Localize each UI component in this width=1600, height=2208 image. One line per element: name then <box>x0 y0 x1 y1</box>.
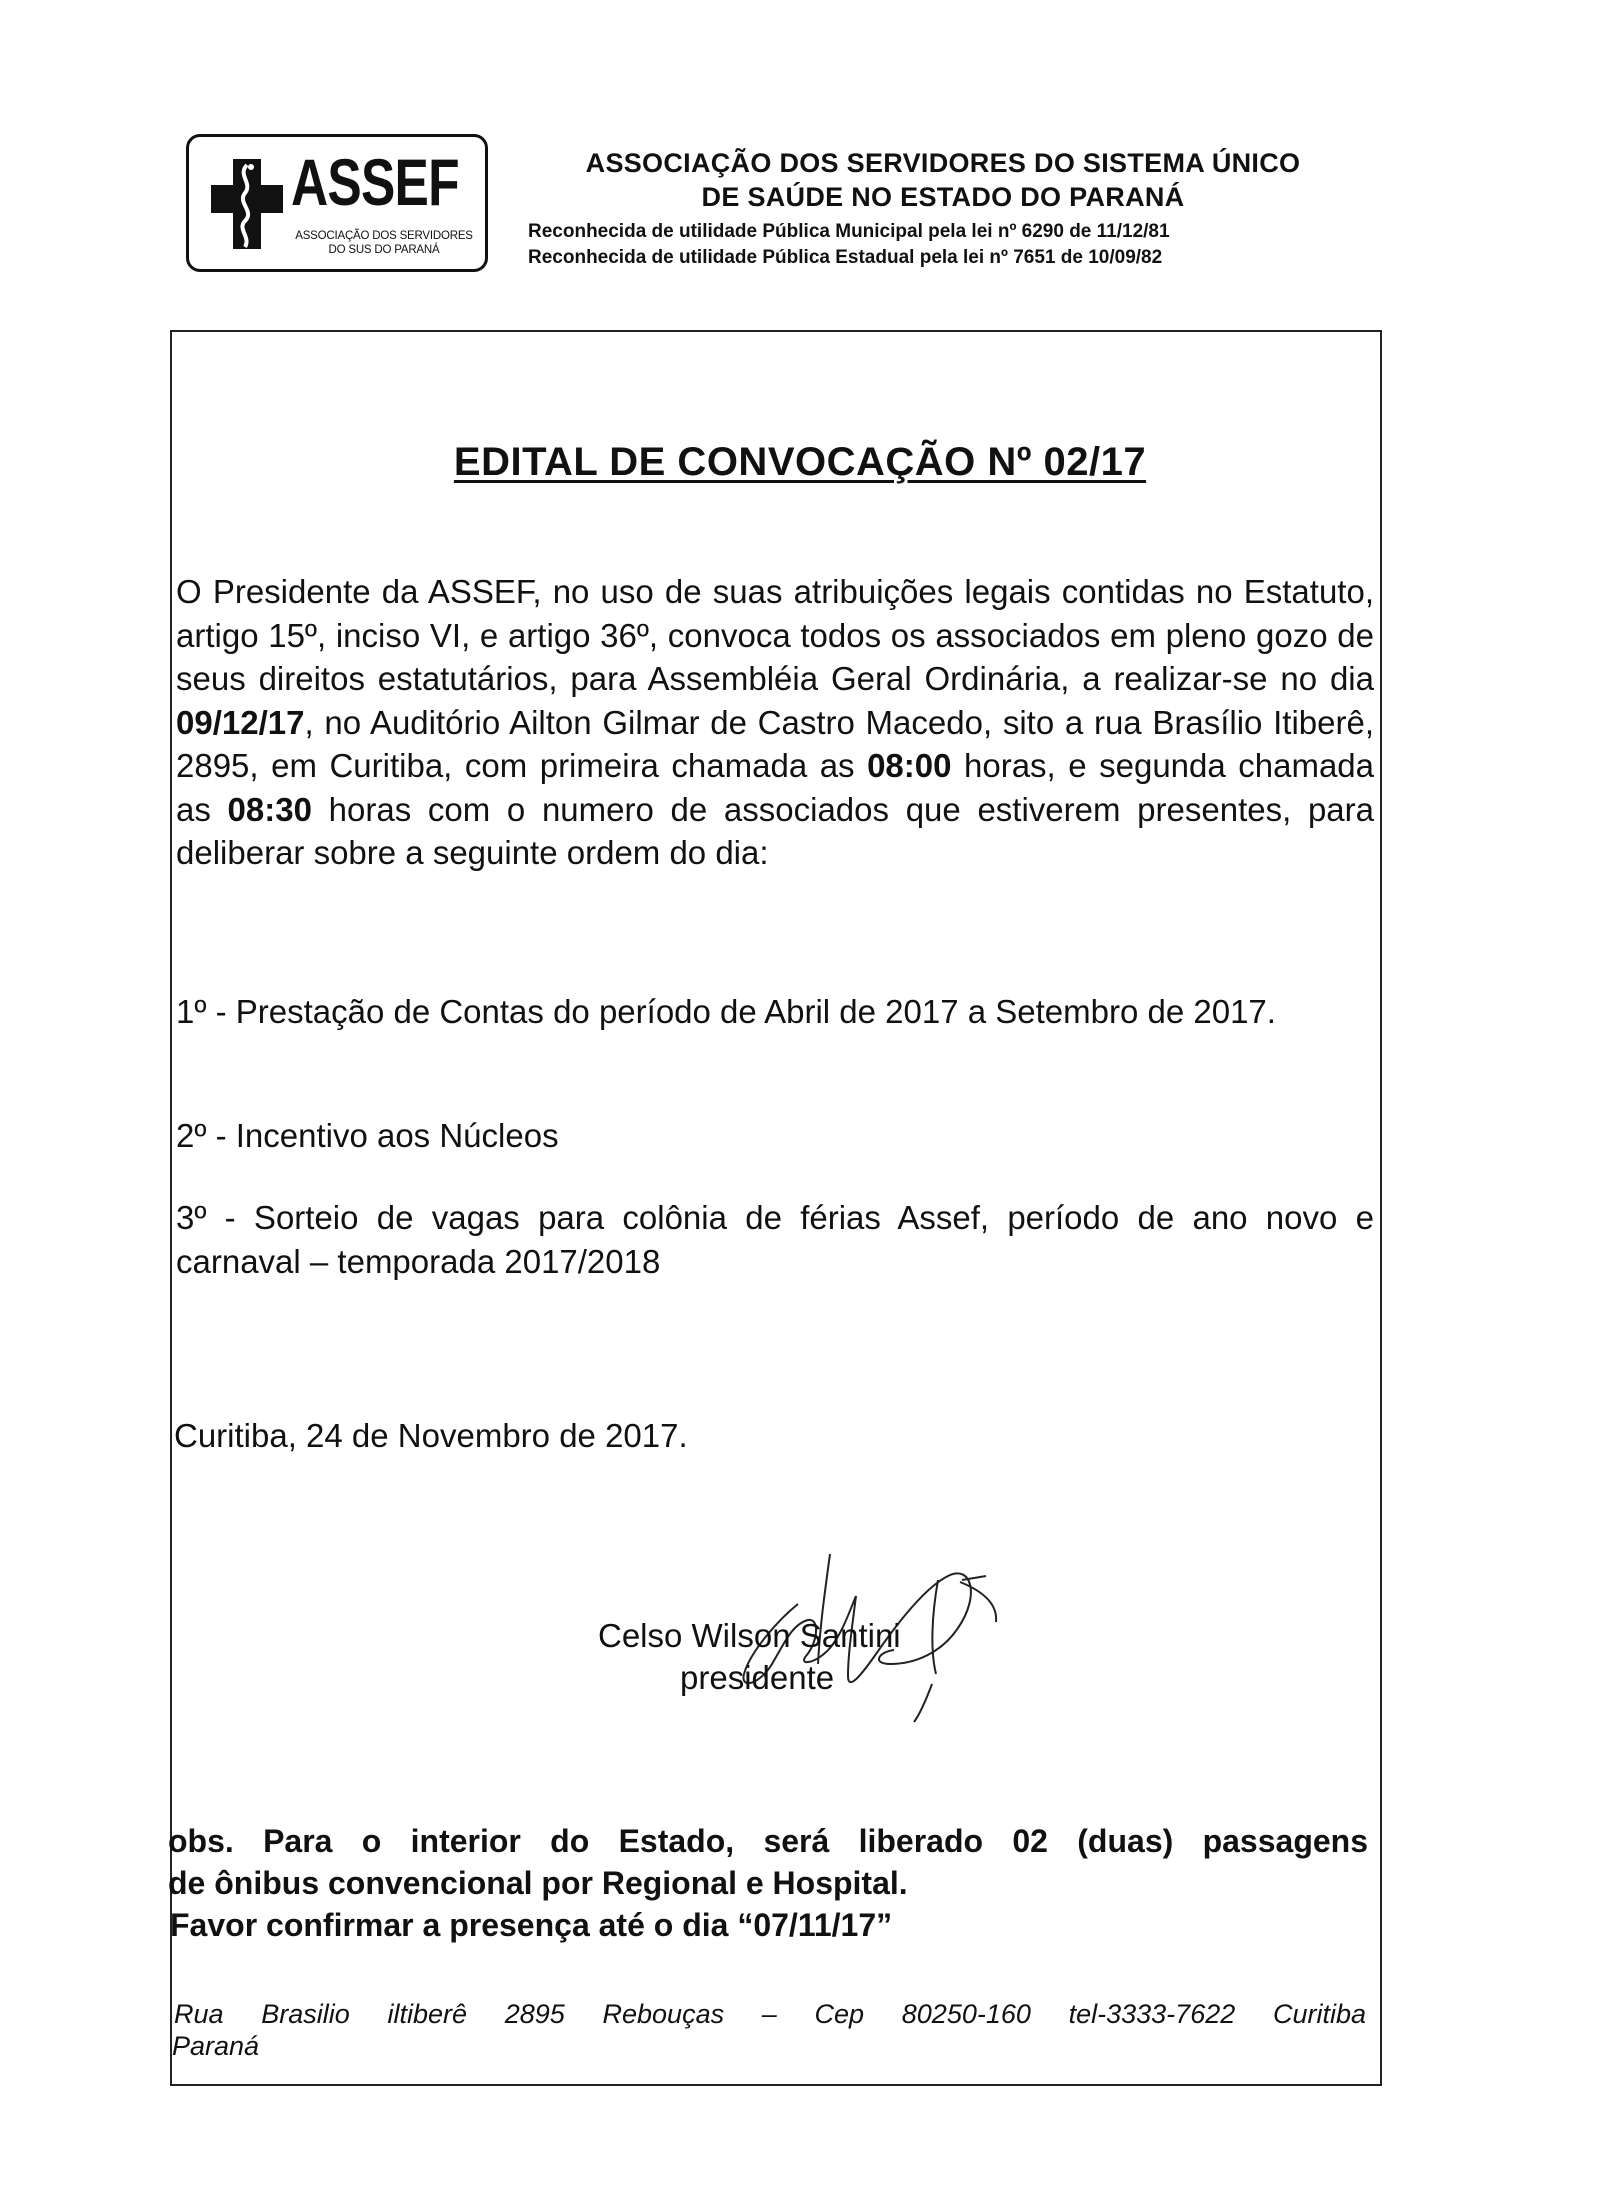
signatory-name: Celso Wilson Santini <box>598 1617 901 1654</box>
intro-text-2: , no Auditório Ailton Gilmar de Castro Macedo, sito a rua Brasílio Itiberê, 2895, em Curitiba, com primeira chamada as <box>176 703 1374 784</box>
observation-line1: obs. Para o interior do Estado, será liberado 02 (duas) passagens <box>168 1823 1368 1859</box>
address-line2: Paraná <box>172 2031 260 2061</box>
assef-logo <box>186 134 488 272</box>
agenda-item-3: 3º - Sorteio de vagas para colônia de férias Assef, período de ano novo e carnaval – temporada 2017/2018 <box>176 1199 1374 1280</box>
observation-line2: de ônibus convencional por Regional e Hospital. <box>168 1865 908 1901</box>
first-call-time: 08:00 <box>867 747 952 784</box>
header-recognition-state: Reconhecida de utilidade Pública Estadual pela lei nº 7651 de 10/09/82 <box>528 247 1163 268</box>
header-title-line2: DE SAÚDE NO ESTADO DO PARANÁ <box>701 182 1185 212</box>
intro-text-3: horas, e segunda chamada as <box>176 747 1374 828</box>
intro-text-1: O Presidente da ASSEF, no uso de suas atribuições legais contidas no Estatuto, artigo 15º, inciso VI, e artigo 36º, convoca todos os associados em pleno gozo de seus direitos estatutários, para Assembléia Geral Ordinária, a realizar-se no dia <box>176 573 1374 697</box>
document-title-text: EDITAL DE CONVOCAÇÃO Nº 02/17 <box>453 440 1147 484</box>
address-line1: Rua Brasilio iltiberê 2895 Rebouças – Cep 80250-160 tel-3333-7622 Curitiba <box>174 1999 1366 2029</box>
agenda-item-2: 2º - Incentivo aos Núcleos <box>176 1117 559 1154</box>
logo-subtitle-line1: ASSOCIAÇÃO DOS SERVIDORES <box>295 230 473 242</box>
observation-note <box>168 1820 1368 1946</box>
header-recognition-municipal: Reconhecida de utilidade Pública Municipal pela lei nº 6290 de 11/12/81 <box>528 221 1170 242</box>
document-title <box>0 438 1600 486</box>
intro-paragraph <box>176 570 1374 875</box>
intro-text-4: horas com o numero de associados que estiverem presentes, para deliberar sobre a seguinte ordem do dia: <box>176 790 1374 871</box>
second-call-time: 08:30 <box>227 790 312 828</box>
logo-subtitle <box>285 229 483 257</box>
logo-name: ASSEF <box>291 145 459 219</box>
signatory-role: presidente <box>680 1659 835 1696</box>
agenda-item-1: 1º - Prestação de Contas do período de Abril de 2017 a Setembro de 2017. <box>176 993 1276 1030</box>
header-title-line1: ASSOCIAÇÃO DOS SERVIDORES DO SISTEMA ÚNICO <box>585 148 1301 178</box>
observation-line3: Favor confirmar a presença até o dia “07/11/17” <box>170 1907 893 1943</box>
footer-address <box>170 1998 1366 2062</box>
place-date: Curitiba, 24 de Novembro de 2017. <box>174 1417 688 1454</box>
logo-subtitle-line2: DO SUS DO PARANÁ <box>328 244 440 256</box>
meeting-date: 09/12/17 <box>176 703 305 741</box>
cross-logo-icon <box>207 155 287 253</box>
